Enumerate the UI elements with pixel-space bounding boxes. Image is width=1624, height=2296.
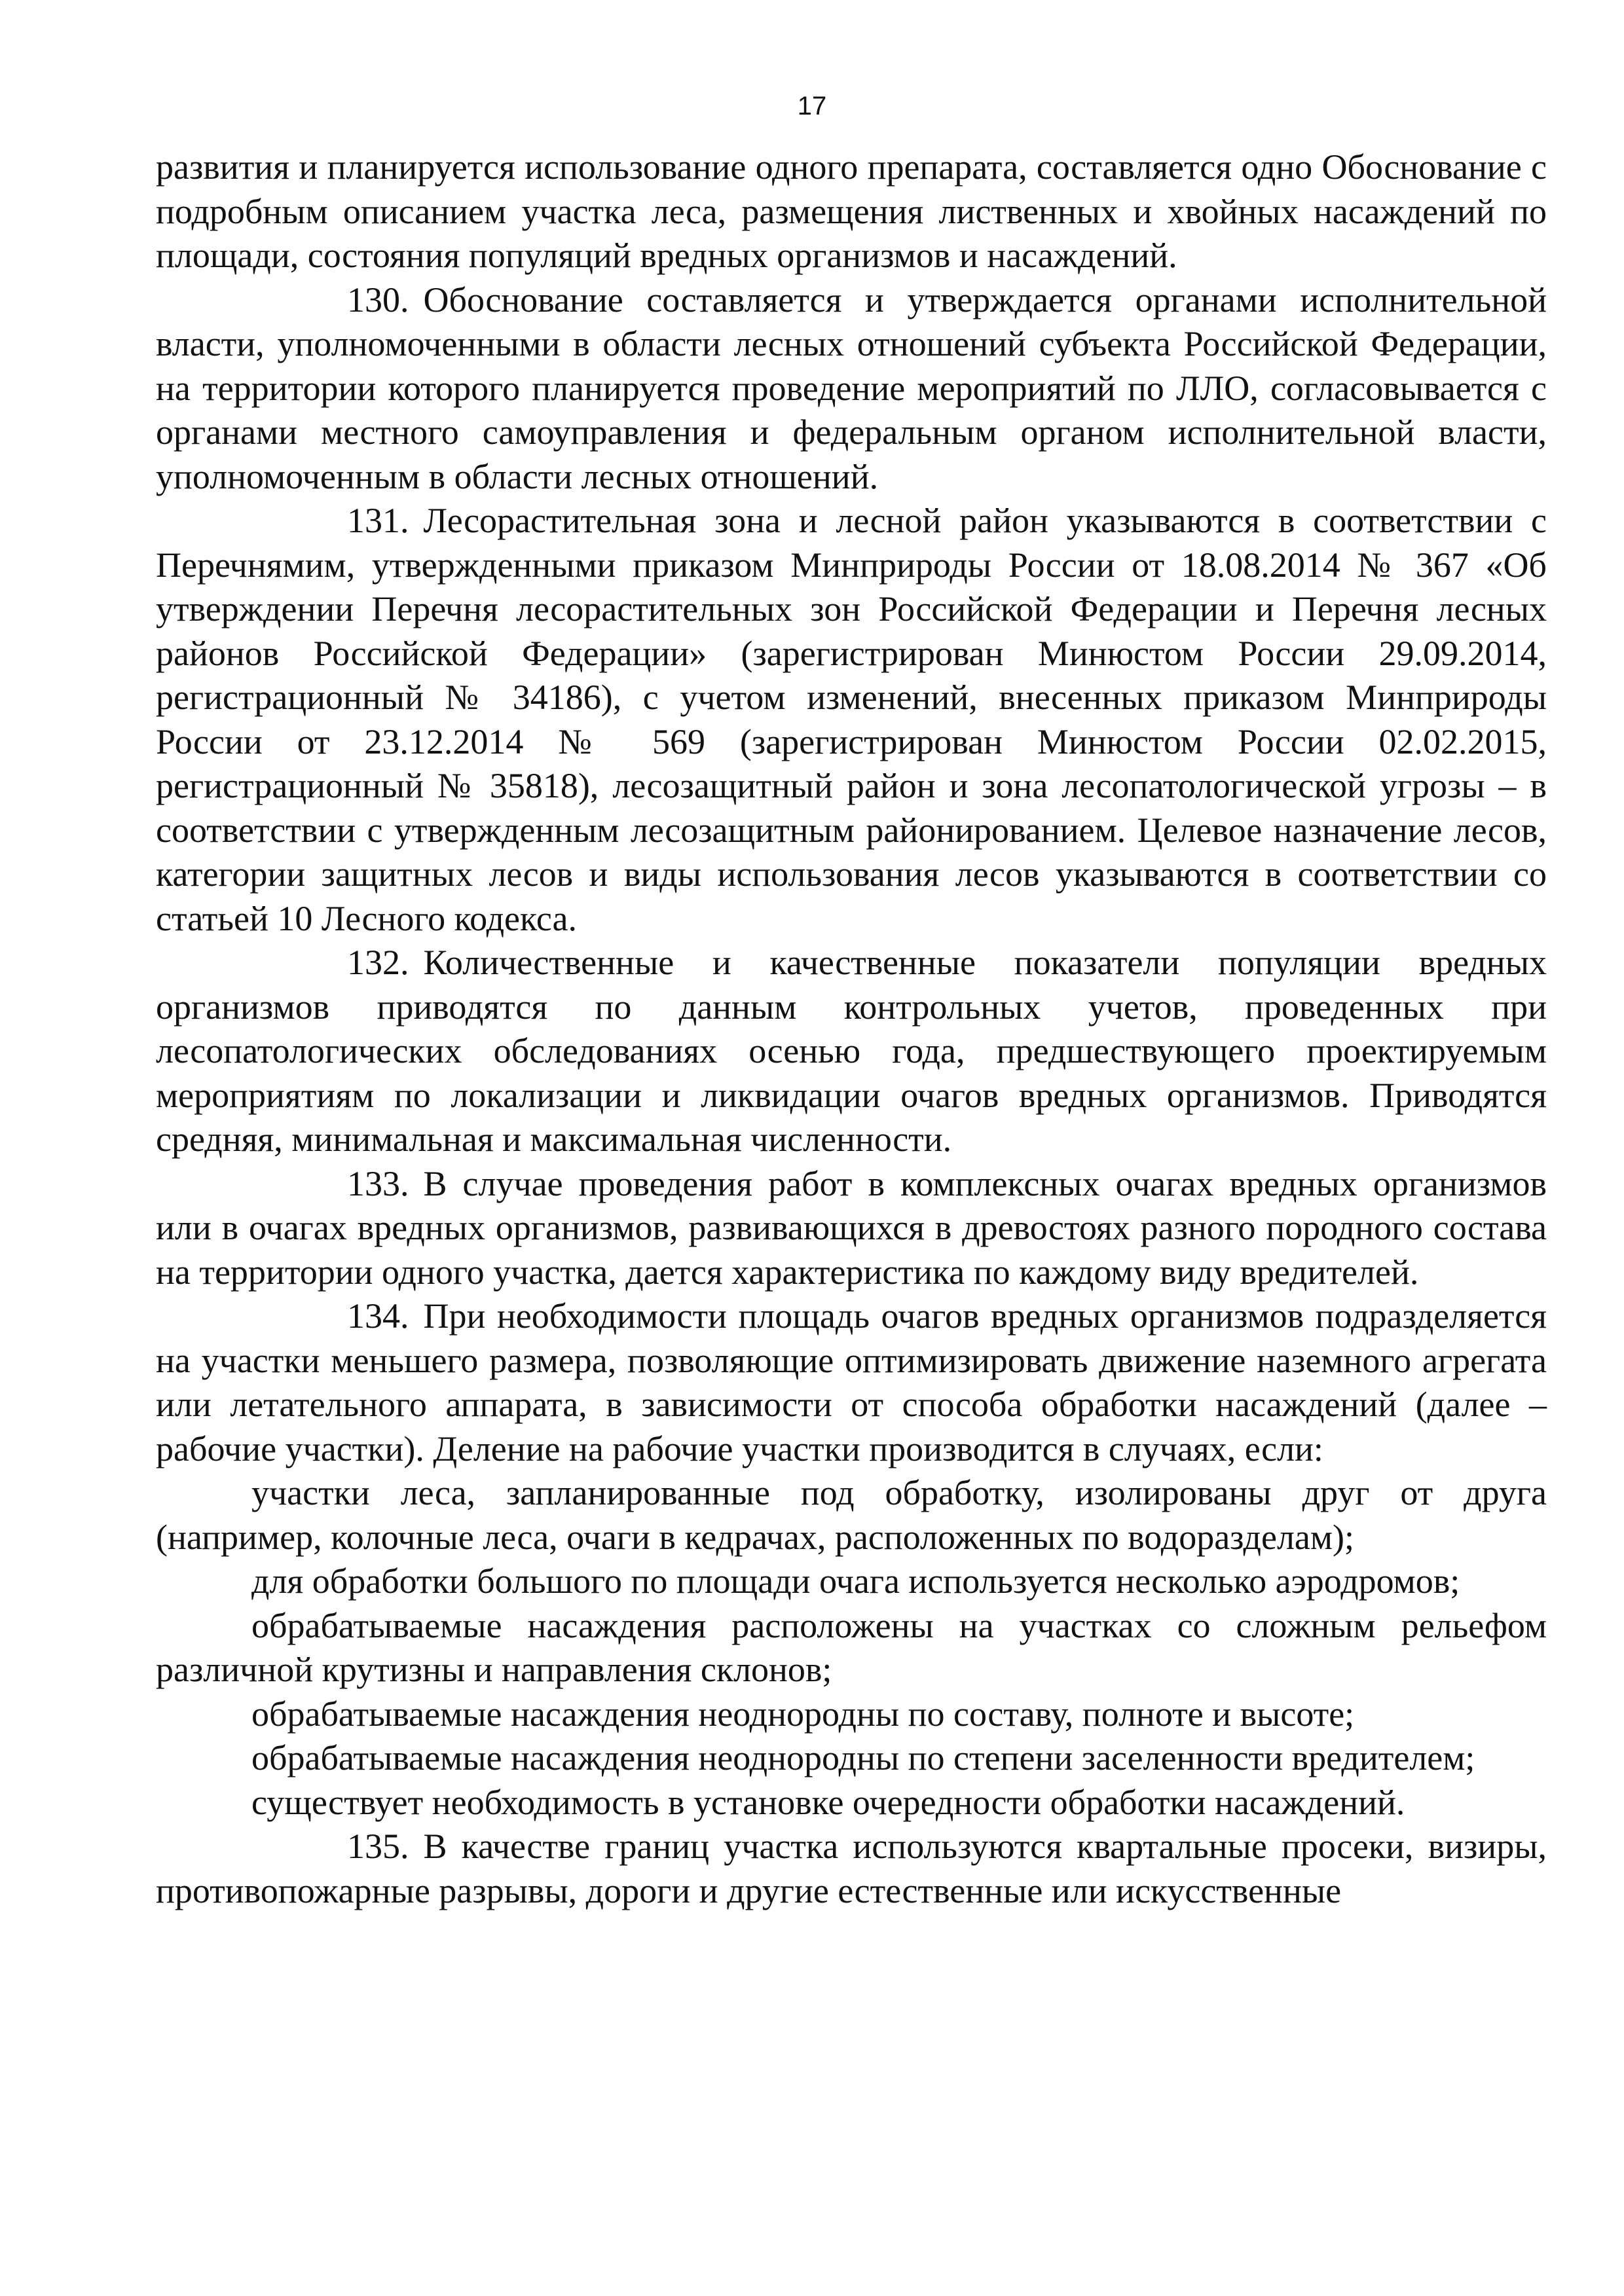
list-item-infestation [156, 1736, 1547, 1781]
paragraph-text: Количественные и качественные показатели популяции вредных организмов приводятся по данным контрольных учетов, проведенных при лесопатологических обследованиях осенью года, предшествующего проектируемым мероприятиям по локализации и ликвидации очагов вредных организмов. Приводятся средняя, минимальная и максимальная численности. [156, 943, 1547, 1159]
page-number: 17 [797, 92, 827, 120]
paragraph-132 [156, 941, 1547, 1162]
paragraph-text: участки леса, запланированные под обработку, изолированы друг от друга (например, колочные леса, очаги в кедрачах, расположенных по водоразделам); [156, 1473, 1547, 1557]
paragraph-text: существует необходимость в установке очередности обработки насаждений. [251, 1782, 1405, 1822]
list-item-isolated-sites [156, 1471, 1547, 1559]
paragraph-text: Лесорастительная зона и лесной район указываются в соответствии с Перечнямим, утвержденными приказом Минприроды России от 18.08.2014 № 367 «Об утверждении Перечня лесорастительных зон Российской Федерации и Перечня лесных районов Российской Федерации» (зарегистрирован Минюстом России 29.09.2014, регистрационный № 34186), с учетом изменений, внесенных приказом Минприроды России от 23.12.2014 № 569 (зарегистрирован Минюстом России 02.02.2015, регистрационный № 35818), лесозащитный район и зона лесопатологической угрозы – в соответствии с утвержденным лесозащитным районированием. Целевое назначение лесов, категории защитных лесов и виды использования лесов указываются в соответствии со статьей 10 Лесного кодекса. [156, 501, 1547, 938]
paragraph-continuation [156, 145, 1547, 278]
paragraph-text: В случае проведения работ в комплексных очагах вредных организмов или в очагах вредных организмов, развивающихся в древостоях разного породного состава на территории одного участка, дается характеристика по каждому виду вредителей. [156, 1163, 1547, 1292]
paragraph-text: обрабатываемые насаждения расположены на участках со сложным рельефом различной крутизны и направления склонов; [156, 1605, 1547, 1689]
paragraph-number: 133. [347, 1163, 409, 1203]
paragraph-number: 131. [347, 501, 409, 540]
paragraph-text: При необходимости площадь очагов вредных организмов подразделяется на участки меньшего размера, позволяющие оптимизировать движение наземного агрегата или летательного аппарата, в зависимости от способа обработки насаждений (далее – рабочие участки). Деление на рабочие участки производится в случаях, если: [156, 1296, 1547, 1468]
paragraph-text: В качестве границ участка используются квартальные просеки, визиры, противопожарные разрывы, дороги и другие естественные или искусственные [156, 1827, 1547, 1910]
list-item-relief [156, 1604, 1547, 1692]
paragraph-text: Обоснование составляется и утверждается органами исполнительной власти, уполномоченными в области лесных отношений субъекта Российской Федерации, на территории которого планируется проведение мероприятий по ЛЛО, согласовывается с органами местного самоуправления и федеральным органом исполнительной власти, уполномоченным в области лесных отношений. [156, 280, 1547, 496]
paragraph-text: для обработки большого по площади очага используется несколько аэродромов; [251, 1561, 1460, 1601]
paragraph-text: обрабатываемые насаждения неоднородны по составу, полноте и высоте; [251, 1694, 1355, 1734]
document-body [156, 145, 1547, 1913]
list-item-airfields [156, 1559, 1547, 1604]
paragraph-number: 134. [347, 1296, 409, 1336]
paragraph-number: 130. [347, 280, 409, 319]
paragraph-131 [156, 499, 1547, 941]
paragraph-130 [156, 278, 1547, 500]
paragraph-133 [156, 1162, 1547, 1295]
paragraph-number: 132. [347, 943, 409, 982]
list-item-composition [156, 1692, 1547, 1737]
paragraph-135 [156, 1825, 1547, 1913]
paragraph-number: 135. [347, 1827, 409, 1866]
paragraph-134 [156, 1294, 1547, 1471]
paragraph-text: обрабатываемые насаждения неоднородны по степени заселенности вредителем; [251, 1738, 1475, 1777]
paragraph-text: развития и планируется использование одного препарата, составляется одно Обоснование с подробным описанием участка леса, размещения лиственных и хвойных насаждений по площади, состояния популяций вредных организмов и насаждений. [156, 147, 1547, 275]
list-item-sequence [156, 1781, 1547, 1825]
